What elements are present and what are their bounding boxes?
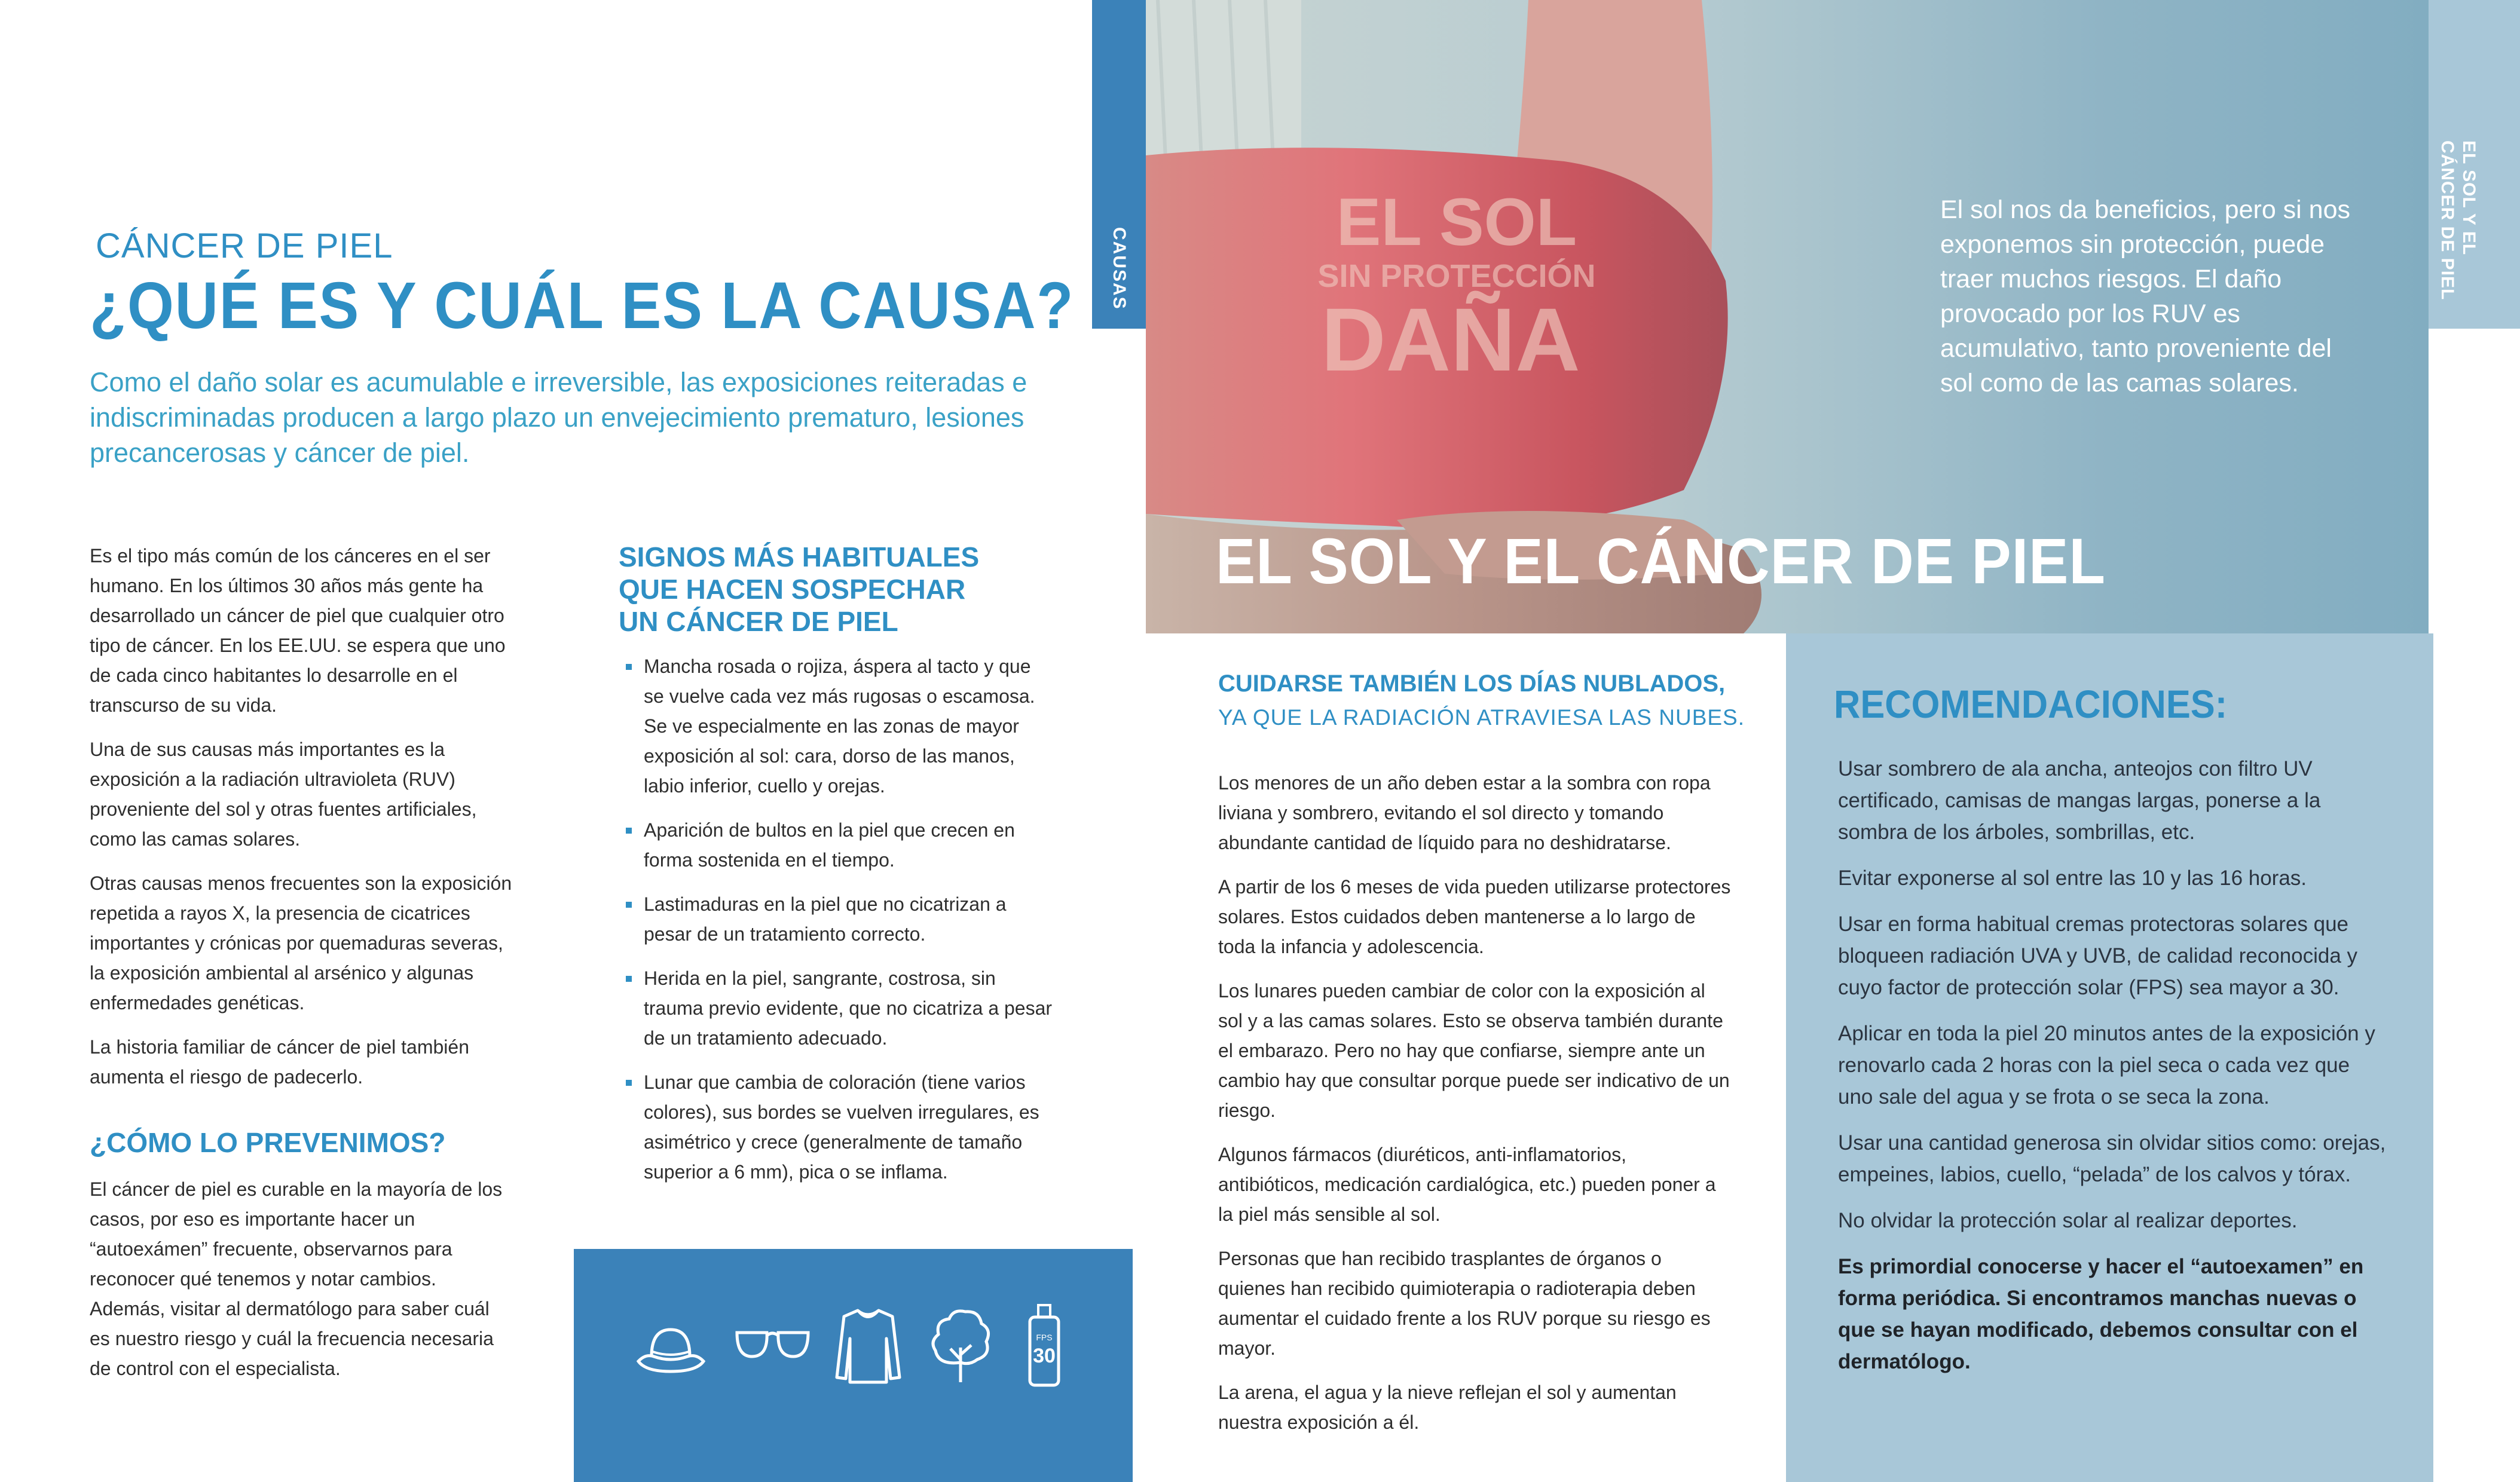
- list-item: Lastimaduras en la piel que no cicatrizan a pesar de un tratamiento correcto.: [619, 889, 1055, 949]
- signs-heading: [619, 541, 1073, 638]
- bullet-icon: [626, 664, 632, 670]
- bullet-icon: [626, 828, 632, 834]
- section-tab-sol: [2429, 0, 2520, 329]
- section-tab-causas: [1092, 0, 1146, 329]
- recommendation-item: Usar una cantidad generosa sin olvidar sitios como: orejas, empeines, labios, cuello, “pelada” de los calvos y tórax.: [1838, 1131, 2386, 1186]
- signs-heading-line: QUE HACEN SOSPECHAR: [619, 574, 966, 605]
- list-item: Lunar que cambia de coloración (tiene varios colores), sus bordes se vuelven irregulares, es asimétrico y crece (generalmente de tamaño superior a 6 mm), pica o se inflama.: [619, 1067, 1055, 1187]
- recommendation-item: No olvidar la protección solar al realizar deportes.: [1838, 1209, 2298, 1232]
- sunscreen-label: FPS: [1036, 1333, 1053, 1342]
- protection-icons-band: [574, 1249, 1133, 1482]
- recommendations-list: [1838, 753, 2388, 1392]
- recommendation-item: Usar sombrero de ala ancha, anteojos con filtro UV certificado, camisas de mangas largas, ponerse a la sombra de los árboles, sombrillas, etc.: [1838, 757, 2321, 844]
- arm-overlay-line: DAÑA: [1321, 289, 1580, 390]
- paragraph: La historia familiar de cáncer de piel también aumenta el riesgo de padecerlo.: [90, 1036, 469, 1088]
- paragraph: Los menores de un año deben estar a la sombra con ropa liviana y sombrero, evitando el sol directo y tomando abundante cantidad de líquido para no deshidratarse.: [1218, 772, 1711, 853]
- paragraph: A partir de los 6 meses de vida pueden utilizarse protectores solares. Estos cuidados deben mantenerse a lo largo de toda la infancia y adolescencia.: [1218, 876, 1731, 957]
- signs-heading-line: SIGNOS MÁS HABITUALES: [619, 541, 980, 572]
- spread-title: EL SOL Y EL CÁNCER DE PIEL: [1216, 525, 2106, 597]
- tab-label: CAUSAS: [1109, 227, 1129, 310]
- list-item: Herida en la piel, sangrante, costrosa, sin trauma previo evidente, que no cicatriza a pesar de un tratamiento adecuado.: [619, 963, 1055, 1053]
- paragraph: Personas que han recibido trasplantes de órganos o quienes han recibido quimioterapia o radioterapia deben aumentar el cuidado frente a los RUV porque su riesgo es mayor.: [1218, 1248, 1711, 1359]
- prevention-column: [90, 1174, 514, 1398]
- paragraph: Los lunares pueden cambiar de color con la exposición al sol y a las camas solares. Esto se observa también durante el embarazo. Pero no hay que confiarse, siempre ante un cambio hay que consultar porque puede ser indicativo de un riesgo.: [1218, 980, 1730, 1121]
- page-title: ¿QUÉ ES Y CUÁL ES LA CAUSA?: [90, 269, 1075, 342]
- sunscreen-icon: [1026, 1304, 1062, 1388]
- bullet-icon: [626, 1080, 632, 1086]
- paragraph: Es el tipo más común de los cánceres en el ser humano. En los últimos 30 años más gente ha desarrollado un cáncer de piel que cualquier otro tipo de cáncer. En los EE.UU. se espera que uno de cada cinco habitantes lo desarrolle en el transcurso de su vida.: [90, 545, 506, 716]
- bullet-icon: [626, 902, 632, 908]
- tab-label: EL SOL Y EL CÁNCER DE PIEL: [2438, 140, 2479, 301]
- intro-column: [90, 541, 514, 1106]
- recommendation-emphasis: Es primordial conocerse y hacer el “autoexamen” en forma periódica. Si encontramos manchas nuevas o que se hayan modificado, debemos consultar con el dermatólogo.: [1838, 1255, 2364, 1373]
- paragraph: La arena, el agua y la nieve reflejan el sol y aumentan nuestra exposición a él.: [1218, 1382, 1677, 1433]
- cloudy-days-heading: CUIDARSE TAMBIÉN LOS DÍAS NUBLADOS,: [1218, 670, 1726, 697]
- arm-overlay-line: SIN PROTECCIÓN: [1317, 258, 1596, 294]
- care-column: [1218, 768, 1732, 1452]
- list-item: Mancha rosada o rojiza, áspera al tacto y que se vuelve cada vez más rugosas o escamosa. Se ve especialmente en las zonas de mayor exposición al sol: cara, dorso de las manos, labio inferior, cuello y orejas.: [619, 651, 1055, 801]
- prevention-heading: ¿CÓMO LO PREVENIMOS?: [90, 1127, 446, 1158]
- photo-caption: El sol nos da beneficios, pero si nos exponemos sin protección, puede traer muchos riesgos. El daño provocado por los RUV es acumulativo, tanto proveniente del sol como de las camas solares.: [1940, 195, 2351, 397]
- cloudy-days-subheading: YA QUE LA RADIACIÓN ATRAVIESA LAS NUBES.: [1218, 705, 1745, 730]
- hat-icon: [634, 1315, 708, 1380]
- arm-overlay-line: EL SOL: [1336, 185, 1577, 259]
- list-item: Aparición de bultos en la piel que crecen en forma sostenida en el tiempo.: [619, 815, 1055, 875]
- long-sleeve-shirt-icon: [834, 1306, 903, 1386]
- sunscreen-spf: 30: [1033, 1345, 1056, 1367]
- lead-paragraph: Como el daño solar es acumulable e irreversible, las exposiciones reiteradas e indiscriminadas producen a largo plazo un envejecimiento prematuro, lesiones precancerosas y cáncer de piel.: [90, 367, 1027, 468]
- recommendation-item: Evitar exponerse al sol entre las 10 y las 16 horas.: [1838, 866, 2307, 890]
- sunglasses-icon: [732, 1324, 813, 1365]
- paragraph: Otras causas menos frecuentes son la exposición repetida a rayos X, la presencia de cicatrices importantes y crónicas por quemaduras severas, la exposición ambiental al arsénico y algunas enfermedades genéticas.: [90, 872, 512, 1013]
- signs-heading-line: UN CÁNCER DE PIEL: [619, 606, 898, 637]
- tree-icon: [926, 1306, 995, 1386]
- paragraph: Algunos fármacos (diuréticos, anti-inflamatorios, antibióticos, medicación cardialógica, etc.) pueden poner a la piel más sensible al sol.: [1218, 1144, 1716, 1225]
- recommendations-heading: RECOMENDACIONES:: [1834, 682, 2228, 726]
- bullet-icon: [626, 976, 632, 982]
- recommendation-item: Usar en forma habitual cremas protectoras solares que bloqueen radiación UVA y UVB, de calidad reconocida y cuyo factor de protección solar (FPS) sea mayor a 30.: [1838, 913, 2358, 999]
- signs-list: [619, 651, 1055, 1201]
- recommendation-item: Aplicar en toda la piel 20 minutos antes de la exposición y renovarlo cada 2 horas con la piel seca o cada vez que uno sale del agua y se frota o se seca la zona.: [1838, 1022, 2375, 1109]
- section-kicker: CÁNCER DE PIEL: [96, 226, 393, 265]
- paragraph: El cáncer de piel es curable en la mayoría de los casos, por eso es importante hacer un “autoexámen” frecuente, observarnos para reconocer qué tenemos y notar cambios. Además, visitar al dermatólogo para saber cuál es nuestro riesgo y cuál la frecuencia necesaria de control con el especialista.: [90, 1178, 503, 1379]
- paragraph: Una de sus causas más importantes es la exposición a la radiación ultravioleta (RUV) proveniente del sol y otras fuentes artificiales, como las camas solares.: [90, 739, 477, 850]
